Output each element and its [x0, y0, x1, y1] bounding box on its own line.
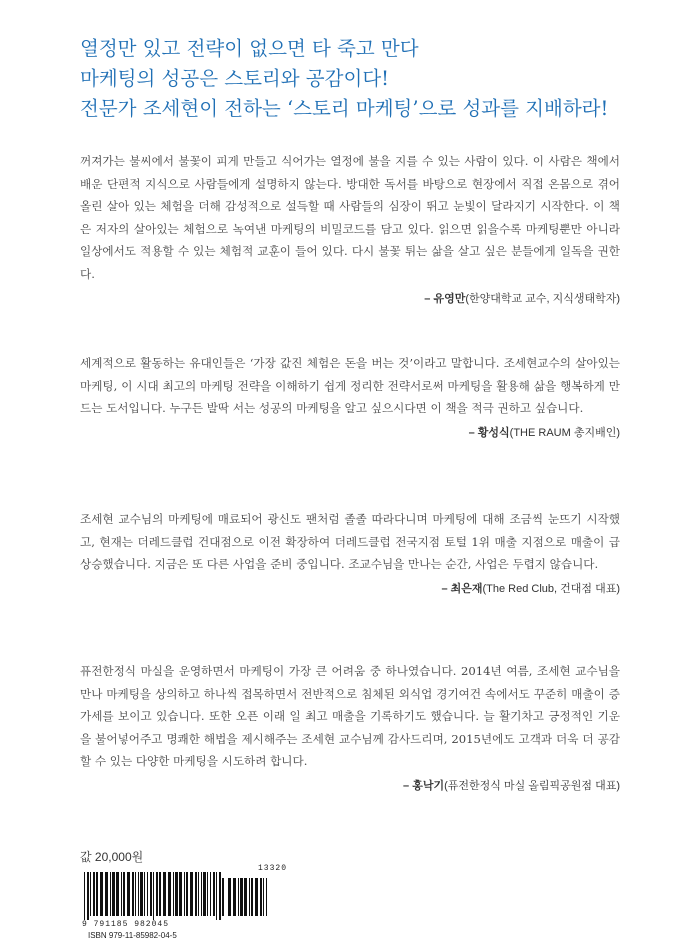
barcode-bar [184, 872, 185, 916]
barcode-bar [228, 878, 231, 916]
price-label: 값 20,000원 [80, 850, 144, 864]
barcode-bar [195, 872, 197, 916]
endorsement-attribution [80, 775, 620, 798]
barcode-bar [93, 872, 95, 916]
endorsement-2 [80, 352, 620, 444]
barcode-bar [190, 872, 193, 916]
headline-line-2: 마케팅의 성공은 스토리와 공감이다! [80, 67, 389, 90]
barcode-digits: 9 791185 982045 [82, 920, 170, 929]
barcode-bar [260, 878, 262, 916]
barcode-bar [140, 872, 143, 916]
endorsement-text: 조세현 교수님의 마케팅에 매료되어 광신도 팬처럼 졸졸 따라다니며 마케팅에 대해 조금씩 눈뜨기 시작했고, 현재는 더레드클럽 건대점으로 이전 확장하여 더레드클럽 전국지점 토털 1위 매출 지점으로 매출이 급상승했습니다. 지금은 또 다른 사업을 준비 중입니다. 조교수님을 만나는 순간, 사업은 두렵지 않습니다. [80, 512, 620, 572]
barcode-bar [147, 872, 148, 916]
barcode-bar [210, 872, 211, 916]
barcode-bar [123, 872, 125, 916]
barcode-bar [266, 878, 267, 916]
barcode-bar [244, 878, 247, 916]
headline-line-1: 열정만 있고 전략이 없으면 타 죽고 만다 [80, 37, 419, 60]
barcode-bar [213, 872, 215, 916]
barcode-bar [138, 872, 139, 916]
barcode-bar [87, 872, 89, 920]
barcode-bar [105, 872, 108, 916]
isbn-barcode [82, 864, 288, 944]
barcode-bar [163, 872, 166, 916]
barcode-bar [116, 872, 119, 916]
barcode-bar [255, 878, 258, 916]
barcode-bar [112, 872, 115, 916]
endorsement-4 [80, 660, 620, 798]
endorsement-attribution [80, 288, 620, 311]
endorsement-text: 꺼져가는 불씨에서 불꽃이 피게 만들고 식어가는 열정에 불을 지를 수 있는 사람이 있다. 이 사람은 책에서 배운 단편적 지식으로 사람들에게 설명하지 않는다. 방대한 독서를 바탕으로 현장에서 직접 온몸으로 겪어 올린 살아 있는 체험을 더해 감성적으로 설득할 때 사람들의 심장이 뛰고 눈빛이 달라지기 시작한다. 이 책은 저자의 살아있는 체험으로 녹여낸 마케팅의 비밀코드를 담고 있다. 읽으면 읽을수록 마케팅뿐만 아니라 일상에서도 적용할 수 있는 체험적 교훈이 들어 있다. 다시 불꽃 튀는 삶을 살고 싶은 분들에게 일독을 권한다. [80, 154, 620, 281]
barcode-bar [233, 878, 236, 916]
headline-line-3: 전문가 조세현이 전하는 ‘스토리 마케팅’으로 성과를 지배하라! [80, 97, 609, 120]
barcode-bar [179, 872, 182, 916]
barcode-bar [168, 872, 171, 916]
barcode-bar [150, 872, 152, 916]
barcode-bar [263, 878, 264, 916]
barcode-addon-digits: 13320 [258, 864, 288, 873]
barcode-bar [121, 872, 122, 916]
barcode-bar [84, 872, 85, 920]
barcode-bar [127, 872, 130, 916]
barcode-bar [135, 872, 136, 916]
endorser-name: – 황성식 [468, 426, 510, 439]
barcode-bar [90, 872, 91, 916]
endorser-affiliation: (The Red Club, 건대점 대표) [482, 582, 620, 595]
barcode-bar [201, 872, 202, 916]
barcode-bar [219, 872, 221, 920]
endorsement-text: 퓨전한정식 마실을 운영하면서 마케팅이 가장 큰 어려움 중 하나였습니다. 2014년 여름, 조세현 교수님을 만나 마케팅을 상의하고 하나씩 접목하면서 전반적으로 침체된 외식업 경기여건 속에서도 꾸준히 매출이 증가세를 보이고 있습니다. 또한 오픈 이래 일 최고 매출을 기록하기도 했습니다. 늘 활기차고 긍정적인 기운을 불어넣어주고 명쾌한 해법을 제시해주는 조세현 교수님께 감사드리며, 2015년에도 고객과 더욱 더 공감할 수 있는 다양한 마케팅을 시도하려 합니다. [80, 664, 620, 769]
isbn-number: ISBN 979-11-85982-04-5 [88, 931, 177, 940]
barcode-bars [82, 872, 272, 920]
headline [80, 34, 680, 124]
endorsement-text: 세계적으로 활동하는 유대인들은 ‘가장 값진 체험은 돈을 버는 것’이라고 말합니다. 조세현교수의 살아있는 마케팅, 이 시대 최고의 마케팅 전략을 이해하기 쉽게 정리한 전략서로써 마케팅을 활용해 삶을 행복하게 만드는 도서입니다. 누구든 발딱 서는 성공의 마케팅을 알고 싶으시다면 이 책을 적극 권하고 싶습니다. [80, 356, 620, 416]
barcode-bar [110, 872, 111, 916]
endorser-name: – 홍낙기 [403, 779, 445, 792]
barcode-bar [207, 872, 208, 916]
barcode-bar [238, 878, 239, 916]
barcode-bar [198, 872, 199, 916]
barcode-bar [249, 878, 250, 916]
endorser-affiliation: (퓨전한정식 마실 올림픽공원점 대표) [444, 779, 620, 792]
barcode-bar [100, 872, 103, 916]
barcode-bar [251, 878, 253, 916]
endorser-name: – 유영만 [424, 292, 466, 305]
endorsement-attribution [80, 578, 620, 601]
barcode-bar [156, 872, 158, 916]
endorser-name: – 최은재 [441, 582, 483, 595]
endorsement-attribution [80, 422, 620, 445]
barcode-bar [132, 872, 134, 916]
barcode-bar [159, 872, 161, 916]
barcode-bar [144, 872, 145, 916]
barcode-bar [186, 872, 188, 916]
barcode-bar [153, 872, 154, 920]
barcode-bar [222, 878, 224, 916]
endorsement-3 [80, 508, 620, 600]
barcode-bar [175, 872, 178, 916]
barcode-bar [240, 878, 243, 916]
barcode-bar [203, 872, 206, 916]
barcode-bar [96, 872, 98, 916]
barcode-bar [173, 872, 174, 916]
endorser-affiliation: (THE RAUM 총지배인) [509, 426, 620, 439]
barcode-bar [216, 872, 217, 920]
endorser-affiliation: (한양대학교 교수, 지식생태학자) [465, 292, 620, 305]
endorsement-1 [80, 150, 620, 310]
